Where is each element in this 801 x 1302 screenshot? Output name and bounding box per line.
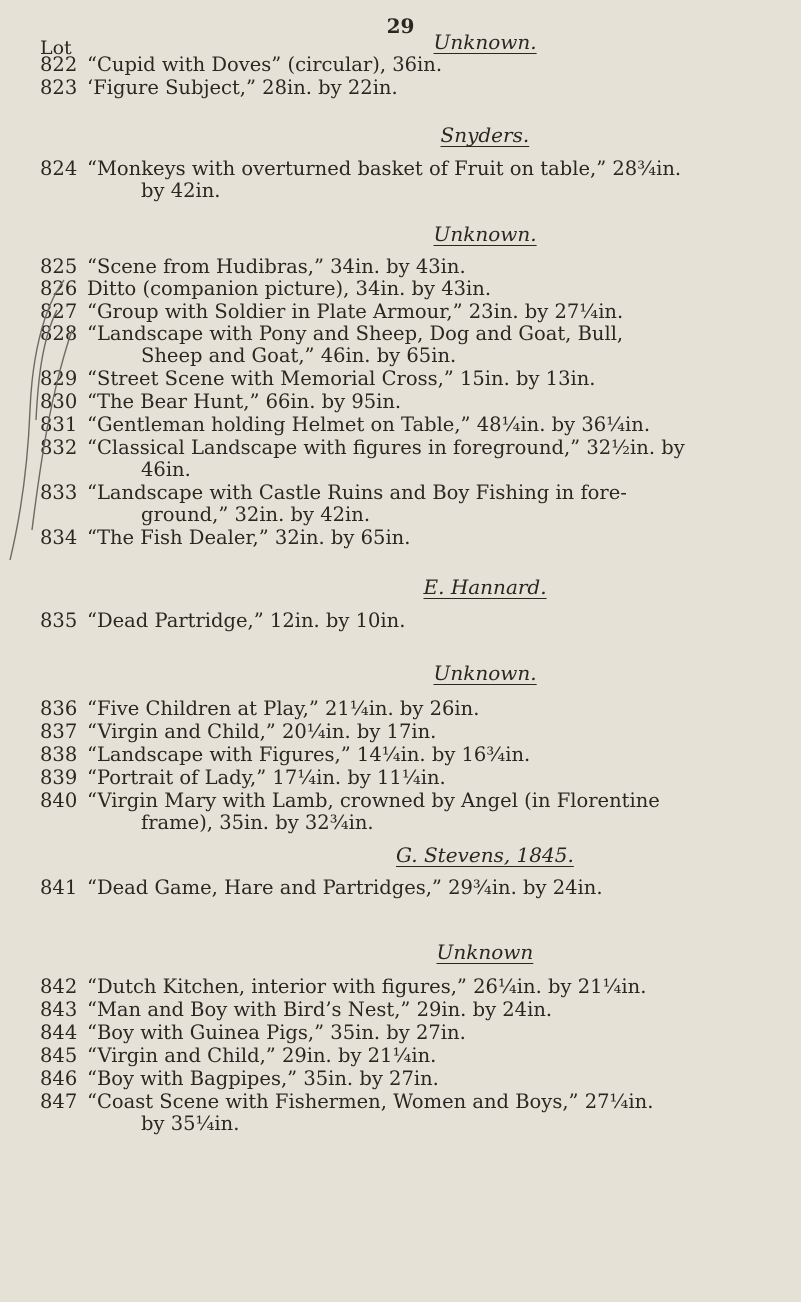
lot-description (87, 77, 792, 99)
lot-description (87, 54, 792, 76)
lot-number: 836 (40, 697, 78, 720)
lot-description-line: “Coast Scene with Fishermen, Women and Boys,” 27¼in. (87, 1090, 654, 1113)
catalogue-entry (40, 256, 792, 278)
lot-number: 827 (40, 300, 78, 323)
catalogue-entry (40, 278, 792, 300)
lot-description (87, 278, 792, 300)
lot-description-line: “Dead Partridge,” 12in. by 10in. (87, 609, 406, 632)
lot-number: 832 (40, 436, 78, 459)
lot-number: 834 (40, 526, 78, 549)
lot-description-line: “Virgin and Child,” 20¼in. by 17in. (87, 720, 437, 743)
catalogue-entry (40, 790, 792, 834)
lot-number: 828 (40, 322, 78, 345)
catalogue-entry (40, 391, 792, 413)
lot-description-line: “Virgin Mary with Lamb, crowned by Angel (in Florentine (87, 789, 660, 812)
lot-description-line: “Landscape with Castle Ruins and Boy Fishing in fore- (87, 481, 627, 504)
lot-description-line: “Gentleman holding Helmet on Table,” 48¼in. by 36¼in. (87, 413, 651, 436)
pencil-bracket-mark (2, 270, 82, 570)
lot-number: 839 (40, 766, 78, 789)
lot-description (87, 976, 792, 998)
lot-description-continuation: Sheep and Goat,” 46in. by 65in. (141, 344, 457, 367)
lot-description-continuation: 46in. (141, 458, 191, 481)
lot-description-line: ‘Figure Subject,” 28in. by 22in. (87, 76, 398, 99)
lot-number: 843 (40, 998, 78, 1021)
catalogue-entry (40, 976, 792, 998)
lot-description-continuation: by 35¼in. (141, 1112, 240, 1135)
section-title: Unknown. (433, 661, 537, 685)
lot-description-line: “Cupid with Doves” (circular), 36in. (87, 53, 443, 76)
catalogue-entry (40, 54, 792, 76)
lot-description (87, 256, 792, 278)
lot-description (87, 323, 792, 367)
lot-number: 845 (40, 1044, 78, 1067)
catalogue-entry (40, 1068, 792, 1090)
page-number: 29 (386, 14, 415, 38)
catalogue-entry (40, 301, 792, 323)
catalogue-entry (40, 877, 792, 899)
lot-description (87, 1091, 792, 1135)
catalogue-entry (40, 767, 792, 789)
lot-description (87, 437, 792, 481)
lot-description-line: “The Fish Dealer,” 32in. by 65in. (87, 526, 411, 549)
lot-column-header: Lot (40, 37, 72, 59)
lot-number: 825 (40, 255, 78, 278)
lot-description (87, 527, 792, 549)
lot-description (87, 877, 792, 899)
lot-description (87, 744, 792, 766)
lot-description (87, 721, 792, 743)
catalogue-entry (40, 610, 792, 632)
lot-number: 844 (40, 1021, 78, 1044)
lot-number: 838 (40, 743, 78, 766)
lot-description (87, 790, 792, 834)
lot-description-line: “Man and Boy with Bird’s Nest,” 29in. by 24in. (87, 998, 553, 1021)
lot-description-line: “Portrait of Lady,” 17¼in. by 11¼in. (87, 766, 446, 789)
section-title: Unknown (436, 940, 534, 964)
lot-description-line: “The Bear Hunt,” 66in. by 95in. (87, 390, 402, 413)
lot-description-line: “Scene from Hudibras,” 34in. by 43in. (87, 255, 466, 278)
catalogue-entry (40, 368, 792, 390)
lot-description (87, 698, 792, 720)
catalogue-entry (40, 1091, 792, 1135)
lot-number: 841 (40, 876, 78, 899)
lot-description (87, 158, 792, 202)
lot-description-line: “Street Scene with Memorial Cross,” 15in. by 13in. (87, 367, 596, 390)
lot-description (87, 414, 792, 436)
lot-number: 823 (40, 76, 78, 99)
catalogue-entry (40, 1045, 792, 1067)
lot-description-line: “Group with Soldier in Plate Armour,” 23in. by 27¼in. (87, 300, 624, 323)
lot-description (87, 767, 792, 789)
lot-description-line: “Monkeys with overturned basket of Fruit on table,” 28¾in. (87, 157, 682, 180)
lot-number: 831 (40, 413, 78, 436)
lot-description-line: “Virgin and Child,” 29in. by 21¼in. (87, 1044, 437, 1067)
lot-description (87, 1068, 792, 1090)
catalogue-entry (40, 77, 792, 99)
lot-description-line: “Landscape with Figures,” 14¼in. by 16¾in. (87, 743, 531, 766)
catalogue-entry (40, 527, 792, 549)
catalogue-entry (40, 999, 792, 1021)
lot-number: 847 (40, 1090, 78, 1113)
lot-number: 842 (40, 975, 78, 998)
catalogue-entry (40, 158, 792, 202)
lot-description (87, 999, 792, 1021)
lot-number: 829 (40, 367, 78, 390)
lot-description-line: “Dead Game, Hare and Partridges,” 29¾in. by 24in. (87, 876, 603, 899)
lot-number: 822 (40, 53, 78, 76)
lot-description-continuation: by 42in. (141, 179, 221, 202)
lot-description-line: “Classical Landscape with figures in foreground,” 32½in. by (87, 436, 685, 459)
lot-number: 835 (40, 609, 78, 632)
lot-number: 837 (40, 720, 78, 743)
lot-number: 833 (40, 481, 78, 504)
lot-description-line: Ditto (companion picture), 34in. by 43in. (87, 277, 492, 300)
lot-description-line: “Five Children at Play,” 21¼in. by 26in. (87, 697, 480, 720)
lot-number: 846 (40, 1067, 78, 1090)
lot-number: 826 (40, 277, 78, 300)
lot-description (87, 368, 792, 390)
section-title: Unknown. (433, 30, 537, 54)
catalogue-entry (40, 721, 792, 743)
section-title: G. Stevens, 1845. (396, 843, 574, 867)
lot-description (87, 301, 792, 323)
lot-description-line: “Boy with Guinea Pigs,” 35in. by 27in. (87, 1021, 466, 1044)
lot-description (87, 1022, 792, 1044)
lot-description (87, 391, 792, 413)
catalogue-entry (40, 482, 792, 526)
catalogue-entry (40, 744, 792, 766)
lot-description (87, 610, 792, 632)
lot-description-line: “Boy with Bagpipes,” 35in. by 27in. (87, 1067, 439, 1090)
catalogue-entry (40, 437, 792, 481)
lot-number: 840 (40, 789, 78, 812)
lot-description (87, 482, 792, 526)
catalogue-entry (40, 323, 792, 367)
lot-description-line: “Dutch Kitchen, interior with figures,” 26¼in. by 21¼in. (87, 975, 647, 998)
catalogue-entry (40, 414, 792, 436)
lot-description-line: “Landscape with Pony and Sheep, Dog and Goat, Bull, (87, 322, 624, 345)
lot-description-continuation: ground,” 32in. by 42in. (141, 503, 371, 526)
section-title: Unknown. (433, 222, 537, 246)
lot-number: 830 (40, 390, 78, 413)
section-title: Snyders. (440, 123, 530, 147)
lot-description-continuation: frame), 35in. by 32¾in. (141, 811, 374, 834)
catalogue-entry (40, 698, 792, 720)
lot-number: 824 (40, 157, 78, 180)
catalogue-entry (40, 1022, 792, 1044)
lot-description (87, 1045, 792, 1067)
section-title: E. Hannard. (423, 575, 547, 599)
